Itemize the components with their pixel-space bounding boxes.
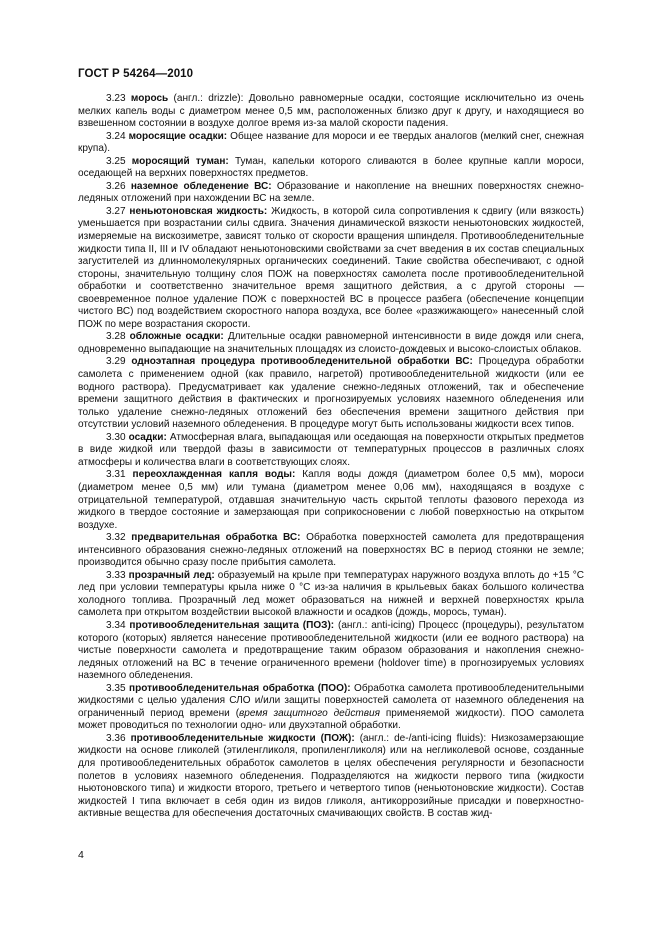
entry-number: 3.34 (106, 619, 126, 631)
entry-3-32 (78, 532, 584, 570)
entry-number: 3.33 (106, 569, 126, 581)
entry-term: предварительная обработка ВС: (131, 532, 301, 544)
entry-term: переохлажденная капля воды: (132, 469, 296, 481)
entry-text: Обработка поверхностей самолета для предотвращения интенсивного образования снежно-ледяных отложений на поверхностях ВС в период стоянки не земле; производится обычно сразу после прибытия самолета. (78, 532, 585, 569)
entry-3-36 (78, 733, 584, 821)
document-header: ГОСТ Р 54264—2010 (78, 68, 194, 80)
entry-3-35 (78, 683, 584, 733)
entry-3-33 (78, 570, 584, 620)
entry-number: 3.29 (106, 356, 126, 368)
document-body (78, 93, 584, 821)
entry-text: Жидкость, в которой сила сопротивления к сдвигу (или вязкость) уменьшается при возрастании силы сдвига. Значения динамической вязкости неньютоновских жидкостей, измеряемые на вискозиметре, зависят только от скорости вращения шпинделя. Противообледенительные жидкости типа II, III и IV обладают неньютоновскими свойствами за счет введения в их состав специальных загустителей из длинномолекулярных органических соединений. Такие свойства обеспечивают, с одной стороны, значительную толщину слоя ПОЖ на поверхностях самолета после противообледенительной обработки и соответственно значительное время защитного действия, а с другой стороны — своевременное полное удаление ПОЖ с поверхностей ВС в процессе разбега (обеспечение концепции чистого ВС) под воздействием скоростного напора воздуха, все более «разжижающего» нанесенный слой ПОЖ по мере возрастания скорости. (78, 205, 584, 330)
entry-3-24 (78, 131, 584, 156)
entry-text: Общее название для мороси и ее твердых аналогов (мелкий снег, снежная крупа). (78, 130, 584, 155)
entry-3-28 (78, 331, 584, 356)
entry-number: 3.27 (106, 205, 126, 217)
entry-term: обложные осадки: (129, 331, 224, 343)
entry-number: 3.25 (106, 155, 126, 167)
entry-number: 3.26 (106, 180, 126, 192)
entry-3-29 (78, 356, 584, 431)
entry-3-30 (78, 432, 584, 470)
entry-3-31 (78, 469, 584, 532)
entry-text: Процедура обработки самолета с применением одной (как правило, нагретой) противообледенительной жидкости (или ее водного раствора). Предусматривает как удаление снежно-ледяных отложений, так и обеспечение времени защитного действия в фактических и прогнозируемых условиях наземного обледенения или только удаление снежно-ледяных отложений без обеспечения времени защитного действия при отсутствии условий наземного обледенения. В процедуре могут быть использованы жидкости всех типов. (78, 356, 584, 431)
entry-term: неньютоновская жидкость: (129, 205, 268, 217)
entry-text: Образование и накопление на внешних поверхностях снежно-ледяных отложений при нахождении ВС на земле. (78, 180, 585, 205)
entry-term: моросящий туман: (131, 155, 229, 167)
entry-number: 3.24 (106, 130, 126, 142)
entry-number: 3.32 (106, 532, 126, 544)
entry-term: противообледенительная защита (ПОЗ): (129, 619, 335, 631)
entry-number: 3.30 (106, 431, 126, 443)
entry-term: прозрачный лед: (128, 569, 215, 581)
entry-text: Атмосферная влага, выпадающая или оседающая на поверхности открытых предметов в виде жидкой или твердой фазы в зависимости от температурных процессов в различных слоях атмосферы и количества влаги в соответствующих слоях. (78, 431, 584, 468)
entry-term: противообледенительные жидкости (ПОЖ): (130, 732, 355, 744)
entry-text-continued: применяемой жидкости). ПОО самолета может проводиться по технологии одно- или двухэтапной обработки. (78, 707, 585, 732)
entry-term: противообледенительная обработка (ПОО): (129, 682, 351, 694)
entry-number: 3.23 (106, 93, 126, 104)
entry-term: одноэтапная процедура противообледенительной обработки ВС: (131, 356, 473, 368)
entry-text: Капля воды дождя (диаметром более 0,5 мм), мороси (диаметром менее 0,5 мм) или тумана (диаметром менее 0,06 мм), находящаяся в воздухе с отрицательной температурой, отдавшая значительную часть скрытой теплоты фазового перехода из жидкого в твердое состояние и замерзающая при соприкосновении с любой поверхностью на открытом воздухе. (78, 469, 584, 531)
entry-text: образуемый на крыле при температурах наружного воздуха вплоть до +15 °С лед при условии температуры крыла ниже 0 °С из-за наличия в крыльевых баках большого количества холодного топлива. Прозрачный лед может образоваться на нижней и верхней поверхностях крыла самолета при открытом воздействии высокой влажности и осадков (дождь, морось, туман). (78, 569, 584, 619)
entry-3-25 (78, 156, 584, 181)
entry-text: (англ.: drizzle): Довольно равномерные осадки, состоящие исключительно из очень мелких капель воды с диаметром менее 0,5 мм, расположенных близко друг к другу, и находящиеся во взвешенном состоянии в воздухе долгое время из-за малой скорости падения. (78, 93, 584, 130)
entry-number: 3.35 (106, 682, 126, 694)
entry-term: морось (130, 93, 169, 104)
entry-3-34 (78, 620, 584, 683)
entry-3-27 (78, 206, 584, 331)
entry-term: моросящие осадки: (128, 130, 228, 142)
entry-term: наземное обледенение ВС: (130, 180, 272, 192)
entry-text: (англ.: de-/anti-icing fluids): Низкозамерзающие жидкости на основе гликолей (этиленгликоля, пропиленгликоля) или на негликолевой основе, созданные для противообледенительных обработок самолетов в целях обеспечения регулярности и безопасности полетов в условиях наземного обледенения. Подразделяются на жидкости первого типа (жидкости ньютоновского типа) и жидкости второго, третьего и четвертого типов (неньютоновские жидкости). Состав жидкостей I типа включает в себя один из видов гликоля, антикоррозийные присадки и поверхностно-активные вещества для обеспечения достаточных смачивающих свойств. В состав жид- (78, 732, 584, 820)
entry-text: Обработка самолета противообледенительными жидкостями с целью удаления СЛО и/или защиты поверхностей самолета от наземного обледенения на ограниченный период времени ( (78, 682, 584, 719)
entry-3-26 (78, 181, 584, 206)
entry-text: Длительные осадки равномерной интенсивности в виде дождя или снега, одновременно выпадающие на значительных площадях из слоисто-дождевых и высоко-слоистых облаков. (78, 331, 584, 355)
entry-3-23 (78, 93, 584, 131)
entry-number: 3.31 (106, 469, 126, 481)
entry-italic-text: время защитного действия (239, 707, 380, 719)
page-number: 4 (78, 849, 84, 861)
entry-term: осадки: (128, 431, 167, 443)
entry-text: (англ.: anti-icing) Процесс (процедуры), результатом которого (которых) является нанесение противообледенительной жидкости (или ее водного раствора) на чистые поверхности самолета и предотвращение таким образом образования и накопления снежно-ледяных отложений на ВС в течение ограниченного времени (holdover time) в прогнозируемых условиях наземного обледенения. (78, 619, 585, 682)
entry-number: 3.28 (106, 331, 126, 343)
entry-text: Туман, капельки которого сливаются в более крупные капли мороси, оседающей на верхних поверхностях предметов. (78, 155, 584, 180)
entry-number: 3.36 (106, 732, 126, 744)
